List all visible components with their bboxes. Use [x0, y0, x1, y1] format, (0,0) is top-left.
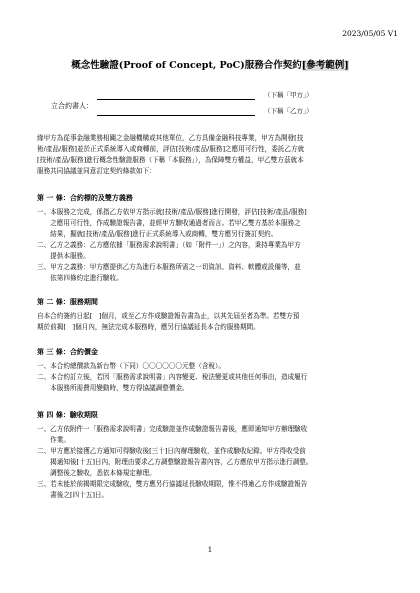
party-a-line — [97, 99, 255, 100]
version-label: 2023/05/05 V1 — [342, 29, 398, 38]
article-4-line: 一、乙方依附件一「服務需求說明書」完成驗證並作成驗證報告書後，應即通知甲方辦理驗收 — [37, 425, 308, 433]
article-2-line: 自本合約簽約日起[ ]個月，或至乙方作成驗證報告書為止，以其先屆至者為準。若雙方預 — [37, 312, 300, 320]
article-1-line: 三、甲方之義務：甲方應提供乙方為進行本服務所需之一切資訊、資料、軟體或設備等，並 — [37, 263, 301, 271]
article-4-line: 書後之[四十五]日。 — [37, 491, 109, 499]
party-b-note: （下稱「乙方」） — [264, 107, 313, 115]
article-4-line: 揭通知後[十五]日內，附理由要求乙方調整驗證報告書內容，乙方應依甲方指示進行調整。 — [37, 458, 313, 466]
article-1-heading: 第 一 條：合約標的及雙方義務 — [37, 193, 133, 202]
intro-line: 服務共同協議並同意訂定契約條款如下： — [37, 167, 156, 175]
article-3-heading: 第 三 條：合約價金 — [37, 347, 98, 356]
page-number: 1 — [207, 546, 213, 554]
article-1-line: 結果，擬就[技術/產品/服務]進行正式系統導入或商轉，雙方應另行簽訂契約。 — [37, 230, 278, 238]
article-1-line: 提供本服務。 — [37, 252, 90, 260]
article-1-line: 一、本服務之完成，係指乙方依甲方指示就[技術/產品/服務]進行開發，評估[技術/產品/服務] — [37, 208, 307, 216]
intro-line: [技術/產品/服務]進行概念性驗證服務（下稱「本服務」），為保障雙方權益，甲乙雙方茲就本 — [37, 156, 304, 164]
article-1-line: 依第四條約定進行驗收。 — [37, 274, 123, 282]
article-3-line: 二、本合約訂立後，若因「服務需求說明書」內容變更、稅法變更或其他任何事由，造成履行 — [37, 373, 308, 381]
article-4-line: 二、甲方應於接獲乙方通知可得驗收後[三十]日內辦理驗收，並作成驗收紀錄。甲方得收受前 — [37, 447, 306, 455]
party-a-note: （下稱「甲方」） — [264, 91, 313, 99]
parties-label: 立合約書人： — [51, 102, 93, 110]
article-1-line: 之應用可行性，作成驗證報告書，並經甲方驗收通過者而言。若甲乙雙方基於本服務之 — [37, 219, 301, 227]
document-title — [0, 57, 420, 71]
article-2-heading: 第 二 條：服務期間 — [37, 297, 98, 306]
article-4-heading: 第 四 條：驗收期限 — [37, 410, 98, 419]
article-4-line: 作業。 — [37, 436, 70, 444]
article-4-line: 三、若未能於前揭期限完成驗收，雙方應另行協議延長驗收期限，惟不得逾乙方作成驗證報告 — [37, 480, 308, 488]
article-4-line: 調整後之驗收，悉依本條規定辦理。 — [37, 469, 156, 477]
party-b-line — [97, 115, 255, 116]
article-3-line: 本服務所需費用變動時，雙方得協議調整價金。 — [37, 384, 189, 392]
title-main: 概念性驗證(Proof of Concept, PoC)服務合作契約 — [71, 60, 302, 71]
intro-line: 緣甲方為從事金融業務相關之金融機構或其他單位，乙方具備金融科技專業，甲方為開發[技 — [37, 134, 304, 142]
intro-line: 術/產品/服務]並於正式系統導入或商轉前，評估[技術/產品/服務]之應用可行性，委託乙方就 — [37, 145, 305, 153]
article-3-line: 一、本合約總價款為新台幣（下同）〇〇〇〇〇〇元整（含稅）。 — [37, 362, 225, 370]
article-1-line: 二、乙方之義務：乙方應依據「服務需求說明書」（如「附件一」）之內容，秉持專業為甲方 — [37, 241, 301, 249]
title-tag: [參考範例] — [301, 60, 349, 71]
article-2-line: 期於前揭[ ]個月內，無法完成本服務時，應另行協議延長本合約服務期間。 — [37, 323, 260, 331]
